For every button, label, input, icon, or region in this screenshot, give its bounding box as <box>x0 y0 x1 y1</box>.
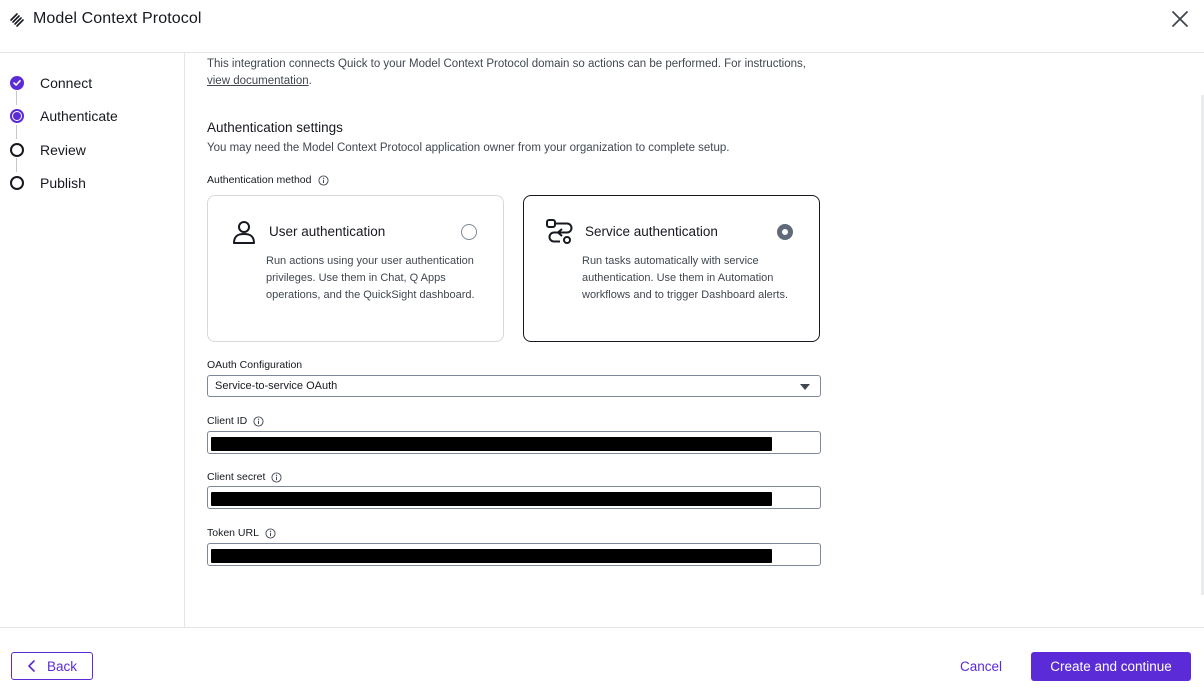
oauth-configuration-select[interactable] <box>207 375 821 397</box>
check-circle-icon <box>10 76 24 90</box>
intro-body: This integration connects Quick to your Model Context Protocol domain so actions can be performed. For instructions, <box>207 58 806 70</box>
oauth-selected-value: Service-to-service OAuth <box>215 380 338 392</box>
pending-step-icon <box>10 176 24 190</box>
oauth-configuration-label <box>207 359 302 371</box>
back-button[interactable] <box>11 652 93 680</box>
service-auth-radio[interactable] <box>777 224 793 240</box>
info-icon[interactable] <box>271 472 282 483</box>
client-id-label <box>207 415 264 427</box>
view-documentation-link[interactable]: view documentation <box>207 75 309 87</box>
token-url-label <box>207 527 276 539</box>
caret-down-icon <box>800 384 810 390</box>
pending-step-icon <box>10 143 24 157</box>
step-connector <box>16 158 17 172</box>
client-id-field[interactable] <box>207 431 821 454</box>
current-step-icon <box>10 109 24 123</box>
info-icon[interactable] <box>265 528 276 539</box>
close-icon[interactable] <box>1170 9 1190 29</box>
user-authentication-option[interactable] <box>207 195 504 342</box>
chevron-left-icon <box>27 660 37 672</box>
step-connect[interactable] <box>10 73 92 93</box>
redacted-value <box>211 492 772 506</box>
section-description: You may need the Model Context Protocol application owner from your organization to complete setup. <box>207 142 730 154</box>
step-connector <box>16 91 17 105</box>
card-description: Run actions using your user authentication privileges. Use them in Chat, Q Apps operations, and the QuickSight dashboard. <box>266 255 475 301</box>
card-title: Service authentication <box>585 224 718 239</box>
auth-method-label-text: Authentication method <box>207 174 312 186</box>
card-title: User authentication <box>269 224 386 239</box>
token-url-label-text: Token URL <box>207 527 259 539</box>
info-icon[interactable] <box>253 416 264 427</box>
wizard-steps <box>0 53 185 628</box>
redacted-value <box>211 549 772 563</box>
info-icon[interactable] <box>318 175 329 186</box>
modal-header <box>0 0 1204 53</box>
service-authentication-option[interactable] <box>523 195 820 342</box>
step-label: Review <box>40 142 86 158</box>
oauth-label-text: OAuth Configuration <box>207 359 303 371</box>
step-label: Authenticate <box>40 108 118 124</box>
client-secret-label <box>207 471 282 483</box>
card-description: Run tasks automatically with service authentication. Use them in Automation workflows and to trigger Dashboard alerts. <box>582 255 789 301</box>
token-url-field[interactable] <box>207 543 821 566</box>
main-content <box>207 53 1197 628</box>
user-icon <box>230 218 258 246</box>
intro-suffix: . <box>308 75 312 87</box>
client-secret-field[interactable] <box>207 486 821 509</box>
step-label: Publish <box>40 175 86 191</box>
mcp-logo-icon <box>9 12 25 28</box>
step-publish <box>10 173 86 193</box>
user-auth-radio[interactable] <box>461 224 477 240</box>
back-label: Back <box>46 658 77 674</box>
cancel-button[interactable]: Cancel <box>960 659 1003 674</box>
modal-footer <box>0 627 1204 690</box>
section-title: Authentication settings <box>207 120 343 135</box>
step-connector <box>16 125 17 139</box>
auth-method-label <box>207 174 329 186</box>
create-and-continue-button[interactable]: Create and continue <box>1031 652 1191 681</box>
service-flow-icon <box>546 218 574 246</box>
client-secret-label-text: Client secret <box>207 471 266 483</box>
intro-text <box>207 56 807 90</box>
step-review <box>10 140 86 160</box>
step-label: Connect <box>40 75 93 91</box>
redacted-value <box>211 437 772 451</box>
step-authenticate[interactable] <box>10 106 118 126</box>
page-title: Model Context Protocol <box>33 10 202 27</box>
client-id-label-text: Client ID <box>207 415 248 427</box>
